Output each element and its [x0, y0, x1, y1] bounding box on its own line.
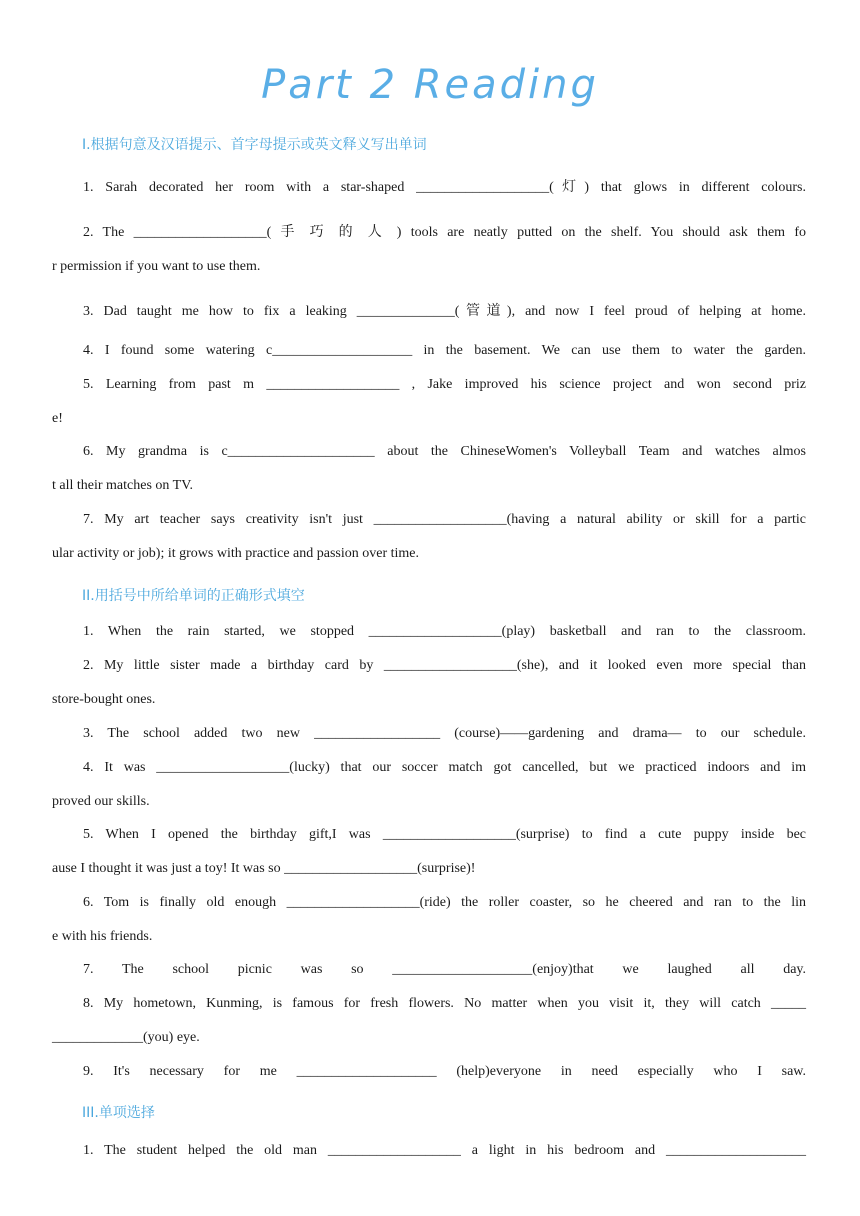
question-item — [52, 435, 806, 503]
question-item — [52, 216, 806, 284]
question-item — [52, 503, 806, 571]
question-item — [52, 295, 806, 329]
question-line: ular activity or job); it grows with practice and passion over time. — [52, 546, 420, 561]
question-item — [52, 717, 806, 751]
question-item — [52, 171, 806, 205]
question-item — [52, 615, 806, 649]
section-heading-1: I.根据句意及汉语提示、首字母提示或英文释义写出单词 — [82, 137, 427, 153]
question-item — [52, 649, 806, 717]
question-line: _____________(you) eye. — [52, 1030, 200, 1045]
section-heading-3: III.单项选择 — [82, 1105, 155, 1121]
question-item — [52, 334, 806, 368]
question-line: 7. My art teacher says creativity isn't just ___________________(having a natural ability or skill for a partic — [83, 512, 806, 527]
question-line: 6. My grandma is c_____________________ about the ChineseWomen's Volleyball Team and watches almos — [83, 444, 806, 459]
question-line: 4. It was ___________________(lucky) that our soccer match got cancelled, but we practiced indoors and im — [83, 760, 806, 775]
question-line: proved our skills. — [52, 794, 150, 809]
question-line: e! — [52, 411, 63, 426]
question-line: store-bought ones. — [52, 692, 156, 707]
question-item — [52, 818, 806, 886]
question-line: 1. The student helped the old man ___________________ a light in his bedroom and ____________________ — [83, 1143, 806, 1158]
question-line: ause I thought it was just a toy! It was so ___________________(surprise)! — [52, 861, 476, 876]
section-heading-2: II.用括号中所给单词的正确形式填空 — [82, 588, 305, 604]
question-item — [52, 953, 806, 987]
question-line: 3. The school added two new __________________ (course)——gardening and drama— to our schedule. — [83, 726, 806, 741]
question-line: 5. When I opened the birthday gift,I was ___________________(surprise) to find a cute puppy inside bec — [83, 827, 806, 842]
question-line: 8. My hometown, Kunming, is famous for fresh flowers. No matter when you visit it, they will catch _____ — [83, 996, 806, 1011]
question-item — [52, 1055, 806, 1089]
question-item — [52, 368, 806, 436]
question-line: 5. Learning from past m ___________________ , Jake improved his science project and won second priz — [83, 377, 806, 392]
question-item — [52, 987, 806, 1055]
question-line: 7. The school picnic was so ____________________(enjoy)that we laughed all day. — [83, 962, 806, 977]
question-line: 4. I found some watering c____________________ in the basement. We can use them to water the garden. — [83, 343, 806, 358]
question-line: 2. My little sister made a birthday card by ___________________(she), and it looked even more special than — [83, 658, 806, 673]
question-line: e with his friends. — [52, 929, 153, 944]
question-line: 1. Sarah decorated her room with a star-shaped ___________________(灯) that glows in different colours. — [83, 180, 806, 195]
question-line: 3. Dad taught me how to fix a leaking ______________(管道), and now I feel proud of helping at home. — [83, 304, 806, 319]
question-item — [52, 751, 806, 819]
question-line: t all their matches on TV. — [52, 478, 194, 493]
question-item — [52, 1134, 806, 1168]
question-line: 1. When the rain started, we stopped ___________________(play) basketball and ran to the classroom. — [83, 624, 806, 639]
question-line: 2. The ___________________( 手 巧 的 人 ) tools are neatly putted on the shelf. You should ask them fo — [83, 225, 806, 240]
question-item — [52, 886, 806, 954]
question-line: 9. It's necessary for me ____________________ (help)everyone in need especially who I saw. — [83, 1064, 806, 1079]
question-line: r permission if you want to use them. — [52, 259, 261, 274]
page-title: Part 2 Reading — [261, 62, 599, 108]
question-line: 6. Tom is finally old enough ___________________(ride) the roller coaster, so he cheered and ran to the lin — [83, 895, 806, 910]
